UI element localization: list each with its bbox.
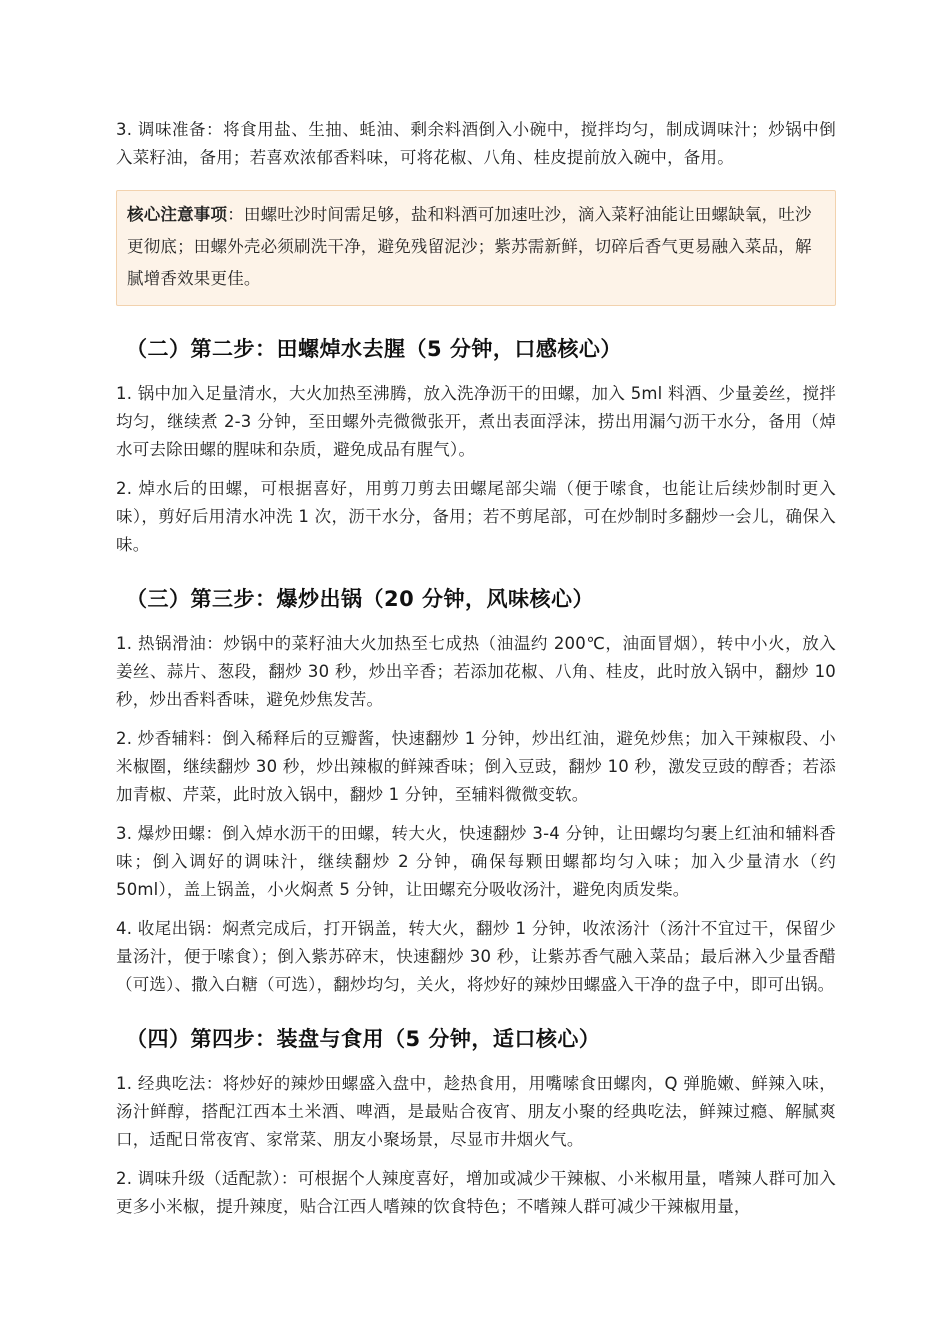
section-title-step2: （二）第二步：田螺焯水去腥（5 分钟，口感核心） <box>126 337 622 361</box>
key-notes-label: 核心注意事项 <box>127 205 228 224</box>
step4-paragraph-1: 1. 经典吃法：将炒好的辣炒田螺盛入盘中，趁热食用，用嘴嗦食田螺肉，Q 弹脆嫩、鲜辣入味，汤汁鲜醇，搭配江西本土米酒、啤酒，是最贴合夜宵、朋友小聚的经典吃法，鲜辣过瘾、解腻爽口，适配日常夜宵、家常菜、朋友小聚场景，尽显市井烟火气。 <box>116 1074 836 1149</box>
step2-paragraph-1: 1. 锅中加入足量清水，大火加热至沸腾，放入洗净沥干的田螺，加入 5ml 料酒、少量姜丝，搅拌均匀，继续煮 2-3 分钟，至田螺外壳微微张开，煮出表面浮沫，捞出用漏勺沥干水分，备用（焯水可去除田螺的腥味和杂质，避免成品有腥气）。 <box>116 384 836 459</box>
step4-paragraph-2: 2. 调味升级（适配款）：可根据个人辣度喜好，增加或减少干辣椒、小米椒用量，嗜辣人群可加入更多小米椒，提升辣度，贴合江西人嗜辣的饮食特色；不嗜辣人群可减少干辣椒用量， <box>116 1169 836 1216</box>
intro-paragraph: 3. 调味准备：将食用盐、生抽、蚝油、剩余料酒倒入小碗中，搅拌均匀，制成调味汁；炒锅中倒入菜籽油，备用；若喜欢浓郁香料味，可将花椒、八角、桂皮提前放入碗中，备用。 <box>116 120 836 167</box>
key-notes-box <box>116 190 836 306</box>
section-title-step4: （四）第四步：装盘与食用（5 分钟，适口核心） <box>126 1027 601 1051</box>
step3-paragraph-4: 4. 收尾出锅：焖煮完成后，打开锅盖，转大火，翻炒 1 分钟，收浓汤汁（汤汁不宜过干，保留少量汤汁，便于嗦食）；倒入紫苏碎末，快速翻炒 30 秒，让紫苏香气融入菜品；最后淋入少量香醋（可选）、撒入白糖（可选），翻炒均匀，关火，将炒好的辣炒田螺盛入干净的盘子中，即可出锅。 <box>116 919 836 994</box>
section-title-step3: （三）第三步：爆炒出锅（20 分钟，风味核心） <box>126 587 595 611</box>
step3-paragraph-3: 3. 爆炒田螺：倒入焯水沥干的田螺，转大火，快速翻炒 3-4 分钟，让田螺均匀裹上红油和辅料香味；倒入调好的调味汁，继续翻炒 2 分钟，确保每颗田螺都均匀入味；加入少量清水（约 50ml），盖上锅盖，小火焖煮 5 分钟，让田螺充分吸收汤汁，避免肉质发柴。 <box>116 824 836 899</box>
step2-paragraph-2: 2. 焯水后的田螺，可根据喜好，用剪刀剪去田螺尾部尖端（便于嗦食，也能让后续炒制时更入味），剪好后用清水冲洗 1 次，沥干水分，备用；若不剪尾部，可在炒制时多翻炒一会儿，确保入味。 <box>116 479 836 554</box>
step3-paragraph-1: 1. 热锅滑油：炒锅中的菜籽油大火加热至七成热（油温约 200℃，油面冒烟），转中小火，放入姜丝、蒜片、葱段，翻炒 30 秒，炒出辛香；若添加花椒、八角、桂皮，此时放入锅中，翻炒 10 秒，炒出香料香味，避免炒焦发苦。 <box>116 634 836 709</box>
key-notes-text: ：田螺吐沙时间需足够，盐和料酒可加速吐沙，滴入菜籽油能让田螺缺氧，吐沙更彻底；田螺外壳必须刷洗干净，避免残留泥沙；紫苏需新鲜，切碎后香气更易融入菜品，解腻增香效果更佳。 <box>127 205 812 288</box>
step3-paragraph-2: 2. 炒香辅料：倒入稀释后的豆瓣酱，快速翻炒 1 分钟，炒出红油，避免炒焦；加入干辣椒段、小米椒圈，继续翻炒 30 秒，炒出辣椒的鲜辣香味；倒入豆豉，翻炒 10 秒，激发豆豉的醇香；若添加青椒、芹菜，此时放入锅中，翻炒 1 分钟，至辅料微微变软。 <box>116 729 836 804</box>
